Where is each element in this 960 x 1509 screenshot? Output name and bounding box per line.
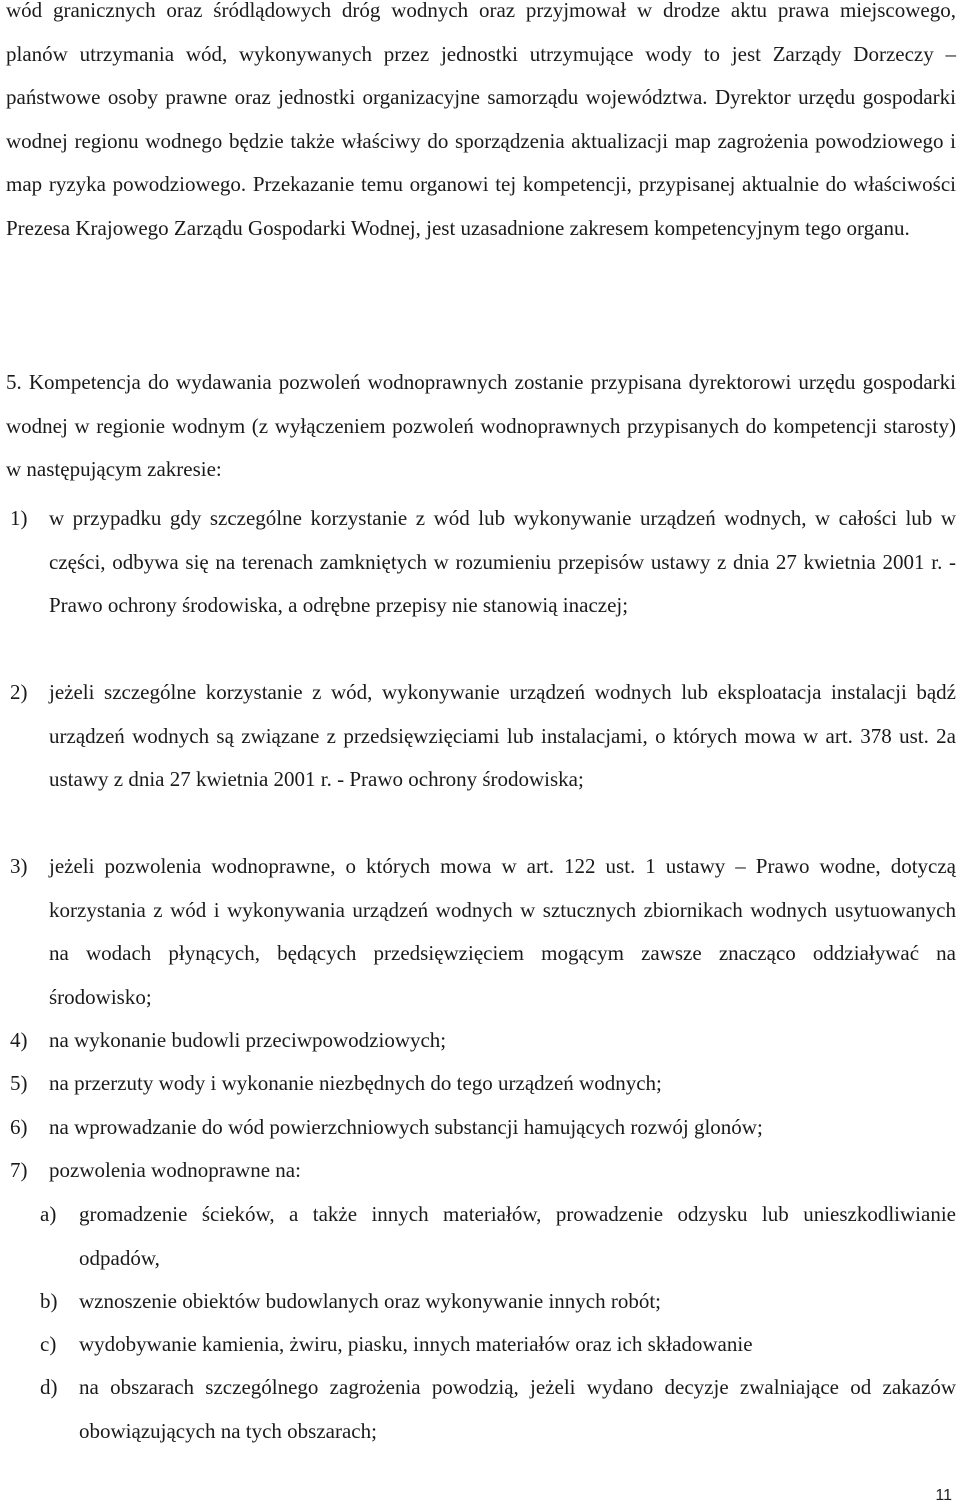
sub-item-letter: c)	[40, 1332, 57, 1356]
list-item-text: na wykonanie budowli przeciwpowodziowych;	[49, 1028, 447, 1052]
list-item-text: w przypadku gdy szczególne korzystanie z wód lub wykonywanie urządzeń wodnych, w całości lub w części, odbywa się na terenach zamkniętych w rozumieniu przepisów ustawy z dnia 27 kwietnia 2001 r. - Prawo ochrony środowiska, a odrębne przepisy nie stanowią inaczej;	[49, 506, 956, 617]
sub-item-text: na obszarach szczególnego zagrożenia powodzią, jeżeli wydano decyzje zwalniające od zakazów obowiązujących na tych obszarach;	[79, 1375, 956, 1443]
sub-item-text: gromadzenie ścieków, a także innych materiałów, prowadzenie odzysku lub unieszkodliwianie odpadów,	[79, 1202, 956, 1270]
sub-item-text: wydobywanie kamienia, żwiru, piasku, innych materiałów oraz ich składowanie	[79, 1332, 753, 1356]
list-item-number: 7)	[10, 1158, 28, 1182]
sub-item-c	[40, 1323, 956, 1367]
list-item-1	[10, 497, 956, 628]
list-item-number: 2)	[10, 680, 28, 704]
list-item-4	[10, 1019, 956, 1063]
sub-item-text: wznoszenie obiektów budowlanych oraz wykonywanie innych robót;	[79, 1289, 662, 1313]
sub-item-letter: d)	[40, 1375, 58, 1399]
sub-item-d	[40, 1366, 956, 1453]
list-item-number: 3)	[10, 854, 28, 878]
list-item-3	[10, 845, 956, 1019]
list-item-number: 1)	[10, 506, 28, 530]
list-item-2	[10, 671, 956, 802]
list-item-text: na wprowadzanie do wód powierzchniowych substancji hamujących rozwój glonów;	[49, 1115, 763, 1139]
section-5-paragraph: 5. Kompetencja do wydawania pozwoleń wodnoprawnych zostanie przypisana dyrektorowi urzędu gospodarki wodnej w regionie wodnym (z wyłączeniem pozwoleń wodnoprawnych przypisanych do kompetencji starosty) w następującym zakresie:	[6, 370, 956, 481]
sub-item-letter: b)	[40, 1289, 58, 1313]
sub-item-a	[40, 1193, 956, 1280]
list-item-text: pozwolenia wodnoprawne na:	[49, 1158, 301, 1182]
sub-item-b	[40, 1280, 956, 1324]
list-item-number: 4)	[10, 1028, 28, 1052]
page-number: 11	[935, 1487, 952, 1504]
list-item-text: na przerzuty wody i wykonanie niezbędnych do tego urządzeń wodnych;	[49, 1071, 662, 1095]
list-item-text: jeżeli pozwolenia wodnoprawne, o których mowa w art. 122 ust. 1 ustawy – Prawo wodne, dotyczą korzystania z wód i wykonywania urządzeń wodnych w sztucznych zbiornikach wodnych usytuowanych na wodach płynących, będących przedsięwzięciem mogącym zawsze znacząco oddziaływać na środowisko;	[49, 854, 956, 1009]
list-item-7	[10, 1149, 956, 1193]
intro-paragraph: wód granicznych oraz śródlądowych dróg wodnych oraz przyjmował w drodze aktu prawa miejscowego, planów utrzymania wód, wykonywanych przez jednostki utrzymujące wody to jest Zarządy Dorzeczy – państwowe osoby prawne oraz jednostki organizacyjne samorządu województwa. Dyrektor urzędu gospodarki wodnej regionu wodnego będzie także właściwy do sporządzenia aktualizacji map zagrożenia powodziowego i map ryzyka powodziowego. Przekazanie temu organowi tej kompetencji, przypisanej aktualnie do właściwości Prezesa Krajowego Zarządu Gospodarki Wodnej, jest uzasadnione zakresem kompetencyjnym tego organu.	[6, 0, 956, 240]
list-item-text: jeżeli szczególne korzystanie z wód, wykonywanie urządzeń wodnych lub eksploatacja instalacji bądź urządzeń wodnych są związane z przedsięwzięciami lub instalacjami, o których mowa w art. 378 ust. 2a ustawy z dnia 27 kwietnia 2001 r. - Prawo ochrony środowiska;	[49, 680, 956, 791]
list-item-number: 5)	[10, 1071, 28, 1095]
list-item-number: 6)	[10, 1115, 28, 1139]
list-item-5	[10, 1062, 956, 1106]
list-item-6	[10, 1106, 956, 1150]
sub-item-letter: a)	[40, 1202, 57, 1226]
